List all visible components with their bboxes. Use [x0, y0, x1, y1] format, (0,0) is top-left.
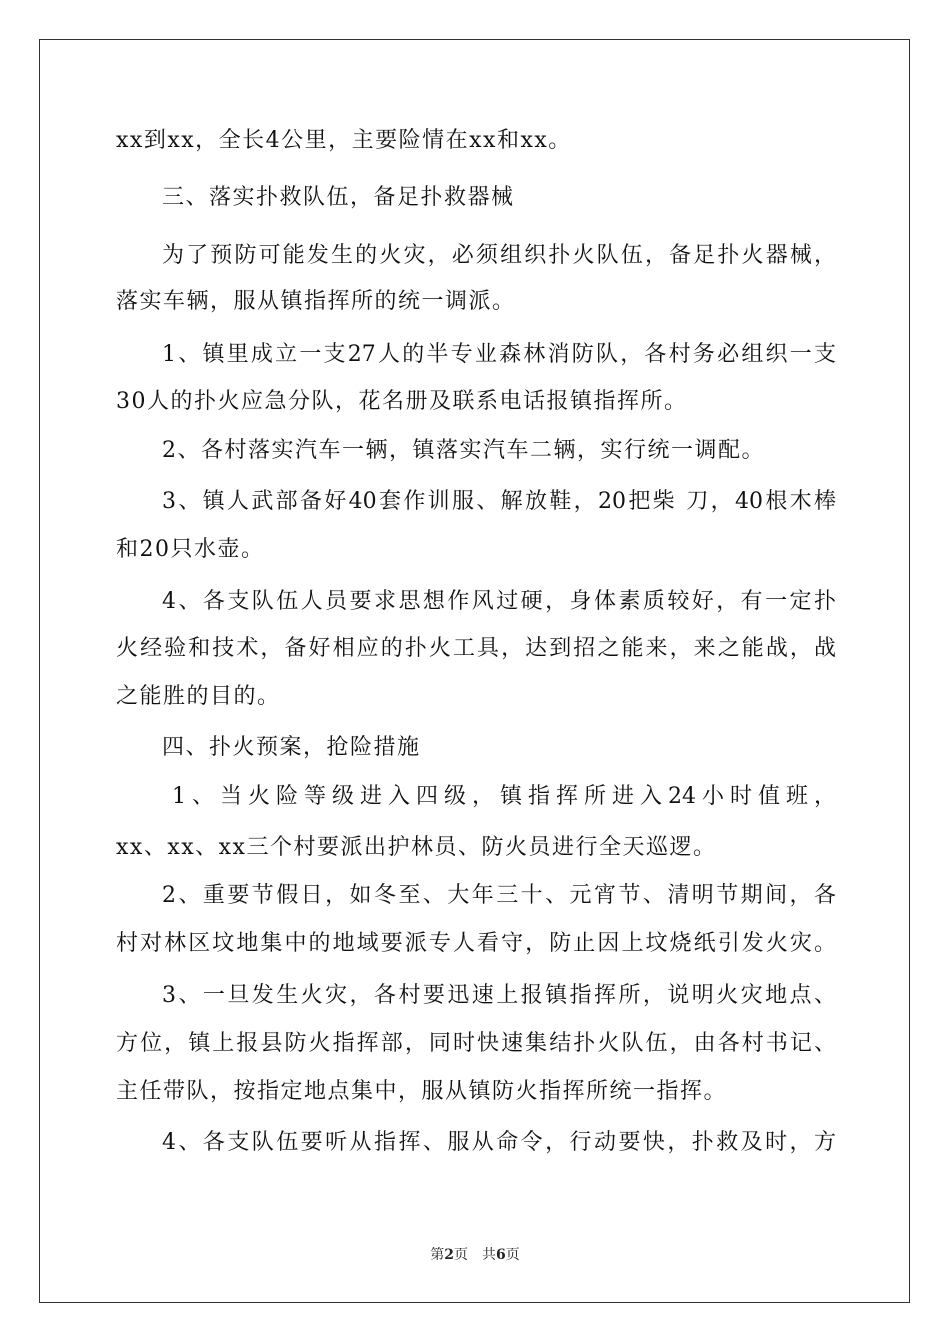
page-suffix: 页: [505, 1247, 520, 1263]
section-heading: 三、落实扑救队伍，备足扑救器械: [162, 185, 515, 210]
paragraph-line: 主任带队，按指定地点集中，服从镇防火指挥所统一指挥。: [116, 1079, 728, 1104]
paragraph-line: 4、各支队伍要听从指挥、服从命令，行动要快，扑救及时，方: [162, 1130, 836, 1155]
total-page-number: 6: [496, 1247, 506, 1263]
page-middle: 页 共: [454, 1247, 496, 1263]
paragraph-line: 方位，镇上报县防火指挥部，同时快速集结扑火队伍，由各村书记、: [116, 1031, 836, 1056]
paragraph-line: 为了预防可能发生的火灾，必须组织扑火队伍，备足扑火器械，: [162, 243, 836, 268]
page-prefix: 第: [430, 1247, 445, 1263]
section-heading: 四、扑火预案，抢险措施: [162, 735, 421, 760]
paragraph-line: 4、各支队伍人员要求思想作风过硬，身体素质较好，有一定扑: [162, 589, 836, 614]
current-page-number: 2: [444, 1247, 454, 1263]
paragraph-line: xx到xx，全长4公里，主要险情在xx和xx。: [116, 128, 572, 153]
paragraph-line: 之能胜的目的。: [116, 684, 281, 709]
paragraph-line: 1、镇里成立一支27人的半专业森林消防队，各村务必组织一支: [162, 342, 836, 367]
paragraph-line: 和20只水壶。: [116, 537, 265, 562]
paragraph-line: 火经验和技术，备好相应的扑火工具，达到招之能来，来之能战，战: [116, 636, 836, 661]
paragraph-line: 村对林区坟地集中的地域要派专人看守，防止因上坟烧纸引发火灾。: [116, 931, 836, 956]
paragraph-line: xx、xx、xx三个村要派出护林员、防火员进行全天巡逻。: [116, 835, 717, 860]
paragraph-line: 1、当火险等级进入四级，镇指挥所进入24小时值班，: [172, 784, 836, 809]
paragraph-line: 2、各村落实汽车一辆，镇落实汽车二辆，实行统一调配。: [162, 438, 765, 463]
paragraph-line: 30人的扑火应急分队，花名册及联系电话报镇指挥所。: [116, 389, 688, 414]
paragraph-line: 落实车辆，服从镇指挥所的统一调派。: [116, 289, 516, 314]
page-border: [39, 39, 910, 1303]
paragraph-line: 3、镇人武部备好40套作训服、解放鞋，20把柴 刀，40根木棒: [162, 489, 836, 514]
paragraph-line: 2、重要节假日，如冬至、大年三十、元宵节、清明节期间，各: [162, 883, 836, 908]
paragraph-line: 3、一旦发生火灾，各村要迅速上报镇指挥所，说明火灾地点、: [162, 983, 836, 1008]
page-footer: [0, 1244, 950, 1264]
